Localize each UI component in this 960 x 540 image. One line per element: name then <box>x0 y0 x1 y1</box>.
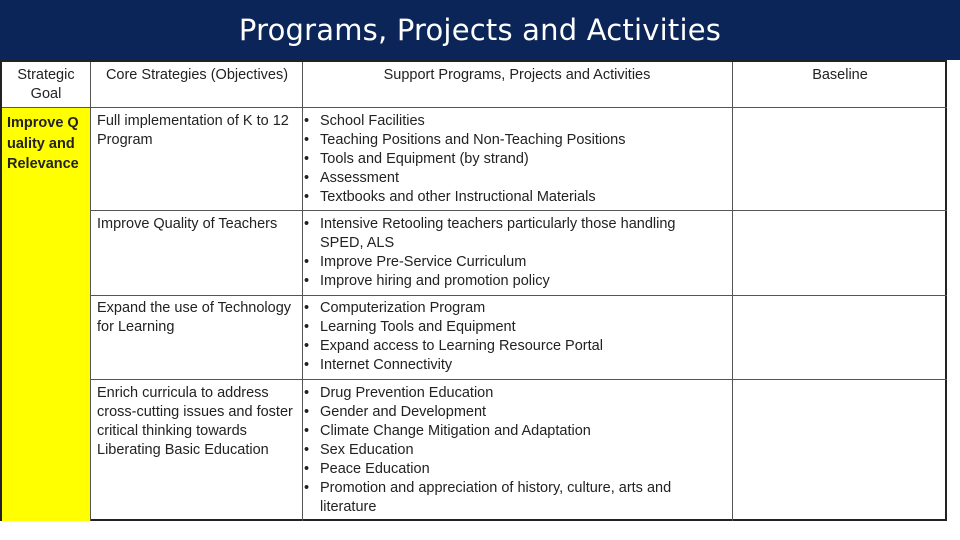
program-item: • Tools and Equipment (by strand) <box>302 150 730 169</box>
header-divider <box>2 107 947 108</box>
program-item: • Textbooks and other Instructional Materials <box>302 188 730 207</box>
program-item: • Peace Education <box>302 460 722 479</box>
slide-title-bar <box>0 0 960 60</box>
program-item: • School Facilities <box>302 112 730 131</box>
program-item: • Expand access to Learning Resource Portal <box>302 337 730 356</box>
program-list <box>302 112 730 207</box>
row-divider <box>90 379 947 380</box>
program-item: • Teaching Positions and Non-Teaching Positions <box>302 131 730 150</box>
program-item: • Assessment <box>302 169 730 188</box>
col-divider <box>90 62 91 521</box>
program-item: • Learning Tools and Equipment <box>302 318 730 337</box>
strategic-goal-text: Improve Quality and Relevance <box>7 115 79 172</box>
program-item: • Internet Connectivity <box>302 356 730 375</box>
core-strategy: Full implementation of K to 12 Program <box>97 113 289 148</box>
program-item: • Climate Change Mitigation and Adaptation <box>302 422 722 441</box>
program-item: • Improve hiring and promotion policy <box>302 272 722 291</box>
ppa-table <box>0 60 947 521</box>
program-item: • Computerization Program <box>302 299 730 318</box>
program-list <box>302 299 730 375</box>
core-strategy: Enrich curricula to address cross-cutting issues and foster critical thinking towards Liberating Basic Education <box>97 385 293 458</box>
header-strategic-goal: Strategic Goal <box>17 67 75 102</box>
row-divider <box>90 210 947 211</box>
program-item: • Promotion and appreciation of history, culture, arts and literature <box>302 479 722 517</box>
program-list <box>302 215 722 291</box>
program-list <box>302 384 722 517</box>
header-core-strategies: Core Strategies (Objectives) <box>105 67 289 83</box>
program-item: • Drug Prevention Education <box>302 384 722 403</box>
header-support-programs: Support Programs, Projects and Activities <box>383 67 651 83</box>
program-item: • Sex Education <box>302 441 722 460</box>
program-item: • Improve Pre-Service Curriculum <box>302 253 722 272</box>
slide-title: Programs, Projects and Activities <box>238 13 722 47</box>
core-strategy: Improve Quality of Teachers <box>97 216 278 232</box>
col-divider <box>732 62 733 521</box>
header-baseline: Baseline <box>812 67 868 83</box>
core-strategy: Expand the use of Technology for Learning <box>97 300 292 335</box>
program-item: • Gender and Development <box>302 403 722 422</box>
row-divider <box>90 295 947 296</box>
program-item: • Intensive Retooling teachers particularly those handling SPED, ALS <box>302 215 722 253</box>
